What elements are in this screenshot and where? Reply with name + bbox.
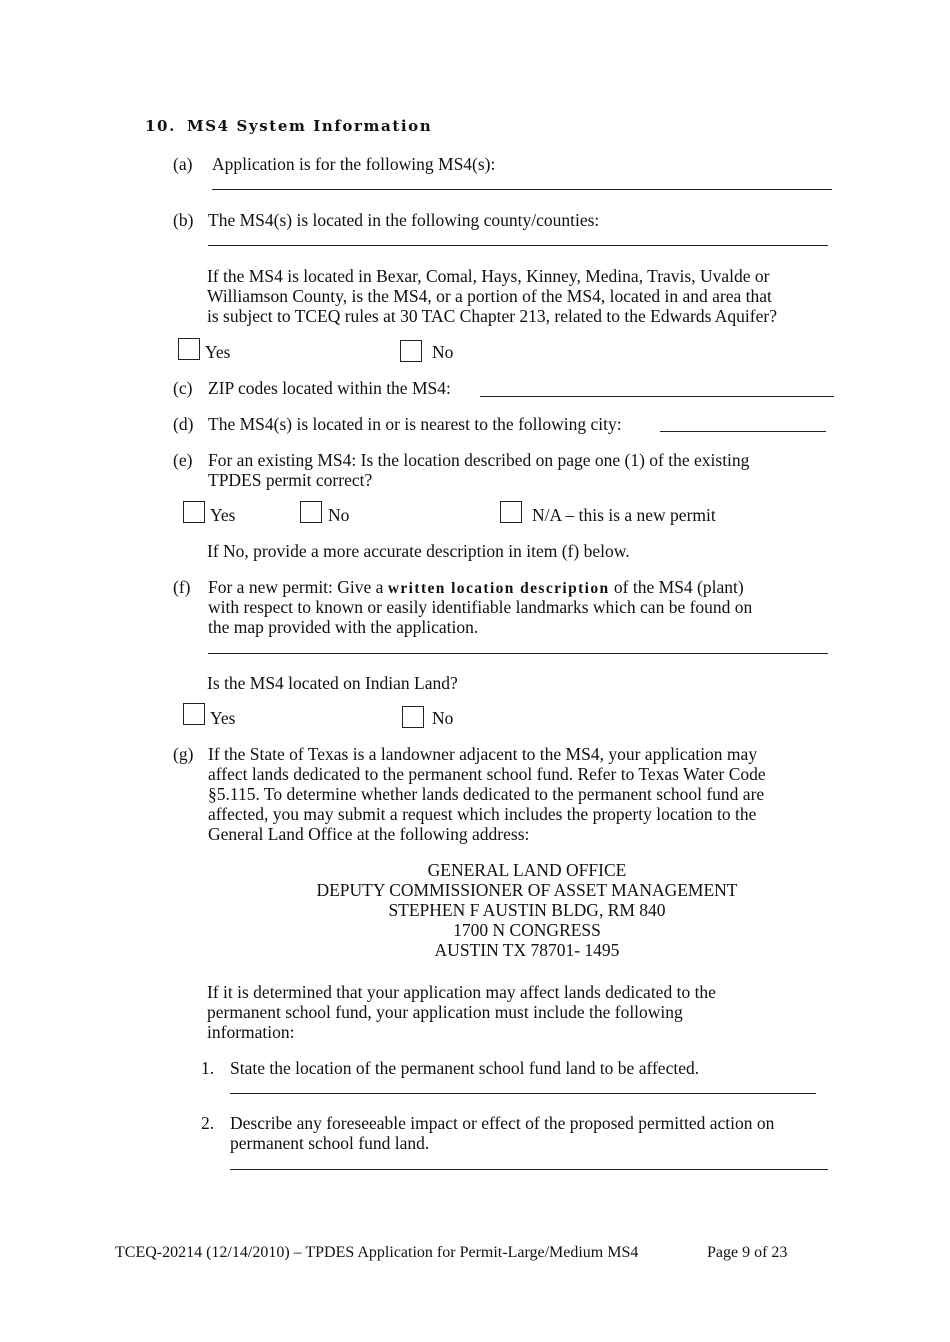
footer-form-id: TCEQ-20214 (12/14/2010) – TPDES Application for Permit-Large/Medium MS4 [115, 1244, 639, 1261]
item-e-text-line2: TPDES permit correct? [208, 470, 373, 490]
item-f-text-line1 [208, 577, 744, 599]
section-number: 10. [145, 117, 176, 135]
indian-land-no-checkbox[interactable] [402, 706, 424, 728]
address-line1: GENERAL LAND OFFICE [427, 860, 627, 880]
subitem-2-text-line1: Describe any foreseeable impact or effect of the proposed permitted action on [230, 1113, 775, 1133]
edwards-question-line3: is subject to TCEQ rules at 30 TAC Chapter 213, related to the Edwards Aquifer? [207, 306, 777, 326]
item-f-text-post: of the MS4 (plant) [613, 577, 744, 597]
location-correct-no-checkbox[interactable] [300, 501, 322, 523]
item-g-text-line2: affect lands dedicated to the permanent school fund. Refer to Texas Water Code [208, 764, 766, 784]
followup-line1: If it is determined that your application may affect lands dedicated to the [207, 982, 716, 1002]
followup-line2: permanent school fund, your application must include the following [207, 1002, 683, 1022]
item-f-text-line3: the map provided with the application. [208, 617, 479, 637]
item-g-label: (g) [173, 744, 194, 764]
location-description-answer-line[interactable] [208, 653, 828, 654]
item-d-text: The MS4(s) is located in or is nearest to the following city: [208, 414, 622, 434]
item-g-text-line1: If the State of Texas is a landowner adjacent to the MS4, your application may [208, 744, 758, 764]
item-a-label: (a) [173, 154, 193, 174]
location-correct-no-label: No [328, 505, 350, 525]
item-b-text: The MS4(s) is located in the following county/counties: [208, 210, 600, 230]
address-line3: STEPHEN F AUSTIN BLDG, RM 840 [388, 900, 666, 920]
followup-line3: information: [207, 1022, 295, 1042]
item-g-text-line3: §5.115. To determine whether lands dedicated to the permanent school fund are [208, 784, 765, 804]
item-c-text: ZIP codes located within the MS4: [208, 378, 451, 398]
item-a-text: Application is for the following MS4(s): [212, 154, 496, 174]
item-c-label: (c) [173, 378, 193, 398]
address-line5: AUSTIN TX 78701- 1495 [434, 940, 620, 960]
indian-land-question: Is the MS4 located on Indian Land? [207, 673, 458, 693]
location-correct-yes-checkbox[interactable] [183, 501, 205, 523]
item-g-text-line4: affected, you may submit a request which includes the property location to the [208, 804, 757, 824]
item-e-label: (e) [173, 450, 193, 470]
address-line2: DEPUTY COMMISSIONER OF ASSET MANAGEMENT [316, 880, 738, 900]
item-f-text-pre: For a new permit: Give a [208, 577, 384, 597]
indian-land-yes-checkbox[interactable] [183, 703, 205, 725]
footer-page-number: Page 9 of 23 [707, 1244, 788, 1261]
zip-codes-answer-line[interactable] [480, 396, 834, 397]
item-g-text-line5: General Land Office at the following address: [208, 824, 530, 844]
school-fund-location-answer-line[interactable] [230, 1093, 816, 1094]
location-correct-yes-label: Yes [210, 505, 236, 525]
item-f-text-emphasis: written location description [387, 580, 610, 597]
new-permit-na-checkbox[interactable] [500, 501, 522, 523]
edwards-question-line1: If the MS4 is located in Bexar, Comal, Hays, Kinney, Medina, Travis, Uvalde or [207, 266, 770, 286]
item-b-label: (b) [173, 210, 194, 230]
indian-land-no-label: No [432, 708, 454, 728]
subitem-2-number: 2. [201, 1113, 215, 1133]
section-title: MS4 System Information [187, 117, 433, 135]
edwards-yes-label: Yes [205, 342, 231, 362]
item-a-answer-line[interactable] [212, 189, 832, 190]
item-e-text-line1: For an existing MS4: Is the location described on page one (1) of the existing [208, 450, 750, 470]
subitem-2-text-line2: permanent school fund land. [230, 1133, 430, 1153]
edwards-yes-checkbox[interactable] [178, 338, 200, 360]
item-b-answer-line[interactable] [208, 245, 828, 246]
address-line4: 1700 N CONGRESS [453, 920, 601, 940]
item-f-label: (f) [173, 577, 191, 597]
city-answer-line[interactable] [660, 431, 826, 432]
edwards-question-line2: Williamson County, is the MS4, or a portion of the MS4, located in and area that [207, 286, 772, 306]
item-e-note: If No, provide a more accurate description in item (f) below. [207, 541, 630, 561]
subitem-1-text: State the location of the permanent school fund land to be affected. [230, 1058, 700, 1078]
edwards-no-checkbox[interactable] [400, 340, 422, 362]
item-d-label: (d) [173, 414, 194, 434]
indian-land-yes-label: Yes [210, 708, 236, 728]
subitem-1-number: 1. [201, 1058, 215, 1078]
new-permit-na-label: N/A – this is a new permit [532, 505, 716, 525]
school-fund-impact-answer-line[interactable] [230, 1169, 828, 1170]
edwards-no-label: No [432, 342, 454, 362]
item-f-text-line2: with respect to known or easily identifiable landmarks which can be found on [208, 597, 753, 617]
